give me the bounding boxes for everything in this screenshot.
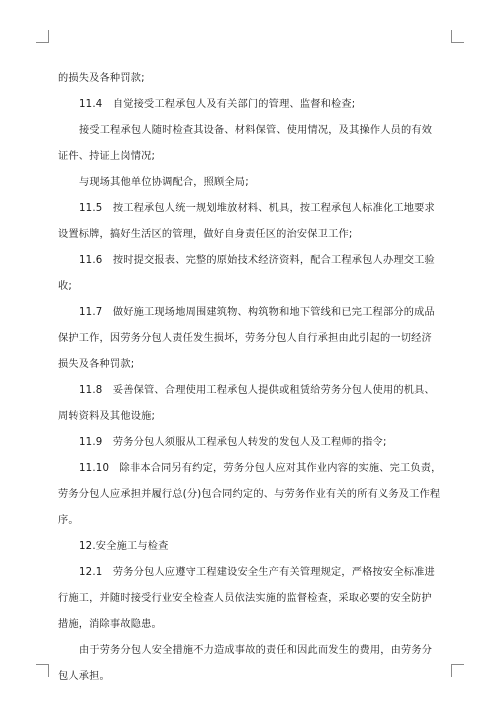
paragraph: 11.6 按时提交报表、完整的原始技术经济资料，配合工程承包人办理交工验收; (58, 255, 435, 292)
paragraph: 11.7 做好施工现场地周围建筑物、构筑物和地下管线和已完工程部分的成品保护工作，因劳务分包人责任发生损坏，劳务分包人自行承担由此引起的一切经济损失及各种罚款; (58, 307, 435, 370)
paragraph: 12.1 劳务分包人应遵守工程建设安全生产有关管理规定，严格按安全标准进行施工，并随时接受行业安全检查人员依法实施的监督检查，采取必要的安全防护措施，消除事故隐患。 (58, 567, 435, 630)
crop-mark-top-left (36, 30, 49, 43)
paragraph: 11.8 妥善保管、合理使用工程承包人提供或租赁给劳务分包人使用的机具、周转资料及其他设施; (58, 385, 435, 422)
paragraph: 与现场其他单位协调配合，照顾全局; (79, 177, 249, 188)
paragraph: 的损失及各种罚款; (58, 73, 145, 84)
section-heading: 12.安全施工与检查 (79, 541, 169, 552)
crop-mark-bottom-left (36, 664, 49, 677)
paragraph: 接受工程承包人随时检查其设备、材料保管、使用情况，及其操作人员的有效证件、持证上岗情况; (58, 125, 433, 162)
paragraph: 11.5 按工程承包人统一规划堆放材料、机具，按工程承包人标准化工地要求设置标牌，搞好生活区的管理，做好自身责任区的治安保卫工作; (58, 203, 435, 240)
paragraph: 11.4 自觉接受工程承包人及有关部门的管理、监督和检查; (79, 99, 356, 110)
paragraph: 由于劳务分包人安全措施不力造成事故的责任和因此而发生的费用，由劳务分包人承担。 (58, 645, 433, 682)
paragraph: 11.9 劳务分包人须服从工程承包人转发的发包人及工程师的指令; (79, 437, 387, 448)
crop-mark-top-right (451, 30, 464, 43)
document-body (58, 66, 442, 690)
crop-mark-bottom-right (451, 664, 464, 677)
paragraph: 11.10 除非本合同另有约定，劳务分包人应对其作业内容的实施、完工负责，劳务分包人应承担并履行总(分)包合同约定的、与劳务作业有关的所有义务及工作程序。 (58, 463, 442, 526)
